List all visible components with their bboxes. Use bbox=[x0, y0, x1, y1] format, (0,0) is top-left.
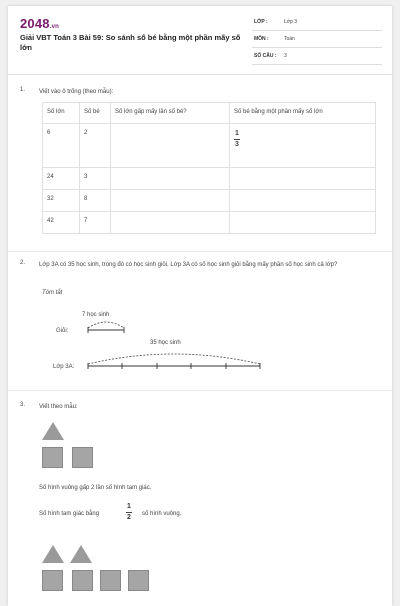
table-cell: 24 bbox=[43, 168, 80, 190]
table-cell bbox=[230, 168, 376, 190]
table-row bbox=[43, 168, 376, 190]
meta-row-question-count bbox=[252, 48, 382, 65]
table-cell bbox=[111, 124, 230, 168]
square-shape bbox=[72, 447, 93, 468]
square-shape bbox=[42, 570, 63, 591]
table-cell: 6 bbox=[43, 124, 80, 168]
shape-group-exercise bbox=[42, 545, 162, 600]
q3-line-1: Số hình vuông gấp 2 lần số hình tam giác. bbox=[39, 485, 152, 491]
table-cell bbox=[111, 168, 230, 190]
lop-label: Lớp 3A: bbox=[53, 364, 75, 370]
table-cell: 2 bbox=[80, 124, 111, 168]
meta-value: 3 bbox=[284, 53, 287, 59]
fraction-numerator: 1 bbox=[235, 130, 239, 137]
meta-value: Lớp 3 bbox=[284, 19, 298, 25]
question-text: Viết theo mẫu: bbox=[39, 404, 78, 410]
question-number: 1. bbox=[20, 87, 26, 93]
question-text: Viết vào ô trống (theo mẫu): bbox=[39, 89, 114, 95]
table-cell bbox=[230, 190, 376, 212]
table-cell: 7 bbox=[80, 212, 111, 234]
table-header: Số lớn gấp mấy lần số bé? bbox=[111, 103, 230, 124]
triangle-shape bbox=[42, 545, 64, 563]
gioi-label: Giỏi: bbox=[56, 328, 69, 334]
table-cell: 32 bbox=[43, 190, 80, 212]
fraction-denominator: 3 bbox=[235, 141, 239, 148]
table-cell: 3 bbox=[80, 168, 111, 190]
q3-line-2-before: Số hình tam giác bằng bbox=[39, 511, 100, 517]
meta-key: SỐ CÂU : bbox=[254, 53, 277, 59]
triangle-shape bbox=[42, 422, 64, 440]
meta-row-class bbox=[252, 14, 382, 31]
fraction-bar bbox=[234, 139, 240, 140]
header-divider bbox=[8, 74, 392, 75]
table-row bbox=[43, 212, 376, 234]
table-header: Số bé bbox=[80, 103, 111, 124]
square-shape bbox=[128, 570, 149, 591]
shape-group-sample bbox=[42, 422, 122, 472]
lop-brace bbox=[88, 354, 260, 364]
gioi-brace bbox=[88, 322, 124, 328]
square-shape bbox=[42, 447, 63, 468]
fraction-numerator: 1 bbox=[127, 503, 131, 510]
meta-key: MÔN : bbox=[254, 36, 269, 42]
q3-line-2-after: số hình vuông. bbox=[142, 511, 182, 517]
table-cell bbox=[111, 212, 230, 234]
sample-fraction bbox=[234, 130, 240, 149]
site-logo[interactable] bbox=[20, 16, 59, 31]
answer-table bbox=[42, 102, 376, 234]
q3-fraction bbox=[126, 503, 132, 522]
section-divider bbox=[8, 390, 392, 391]
section-divider bbox=[8, 251, 392, 252]
table-header-row bbox=[43, 103, 376, 124]
meta-value: Toán bbox=[284, 36, 295, 42]
square-shape bbox=[100, 570, 121, 591]
table-header: Số bé bằng một phần mấy số lớn bbox=[230, 103, 376, 124]
question-number: 2. bbox=[20, 260, 26, 266]
segment-diagram bbox=[38, 306, 278, 381]
table-cell: 42 bbox=[43, 212, 80, 234]
square-shape bbox=[72, 570, 93, 591]
lop-count-label: 35 học sinh bbox=[150, 340, 181, 346]
document-title: Giải VBT Toán 3 Bài 59: So sánh số bé bằng một phần mấy số lớn bbox=[20, 33, 241, 52]
question-number: 3. bbox=[20, 402, 26, 408]
meta-row-subject bbox=[252, 31, 382, 48]
table-cell bbox=[230, 212, 376, 234]
table-cell bbox=[230, 124, 376, 168]
document-header bbox=[8, 6, 392, 72]
meta-info bbox=[252, 14, 382, 65]
logo-text: 2048 bbox=[20, 16, 50, 31]
logo-suffix: .vn bbox=[49, 24, 60, 30]
triangle-shape bbox=[70, 545, 92, 563]
meta-key: LỚP : bbox=[254, 19, 268, 25]
document-page bbox=[8, 6, 392, 606]
gioi-count-label: 7 học sinh bbox=[82, 312, 110, 318]
summary-label: Tóm tắt bbox=[42, 290, 63, 296]
table-header: Số lớn bbox=[43, 103, 80, 124]
table-row bbox=[43, 190, 376, 212]
table-cell bbox=[111, 190, 230, 212]
table-cell: 8 bbox=[80, 190, 111, 212]
fraction-bar bbox=[126, 512, 132, 513]
fraction-denominator: 2 bbox=[127, 514, 131, 521]
question-text: Lớp 3A có 35 học sinh, trong đó có học sinh giỏi. Lớp 3A có số học sinh giỏi bằng mấy phần số học sinh cả lớp? bbox=[39, 262, 338, 268]
table-row bbox=[43, 124, 376, 168]
